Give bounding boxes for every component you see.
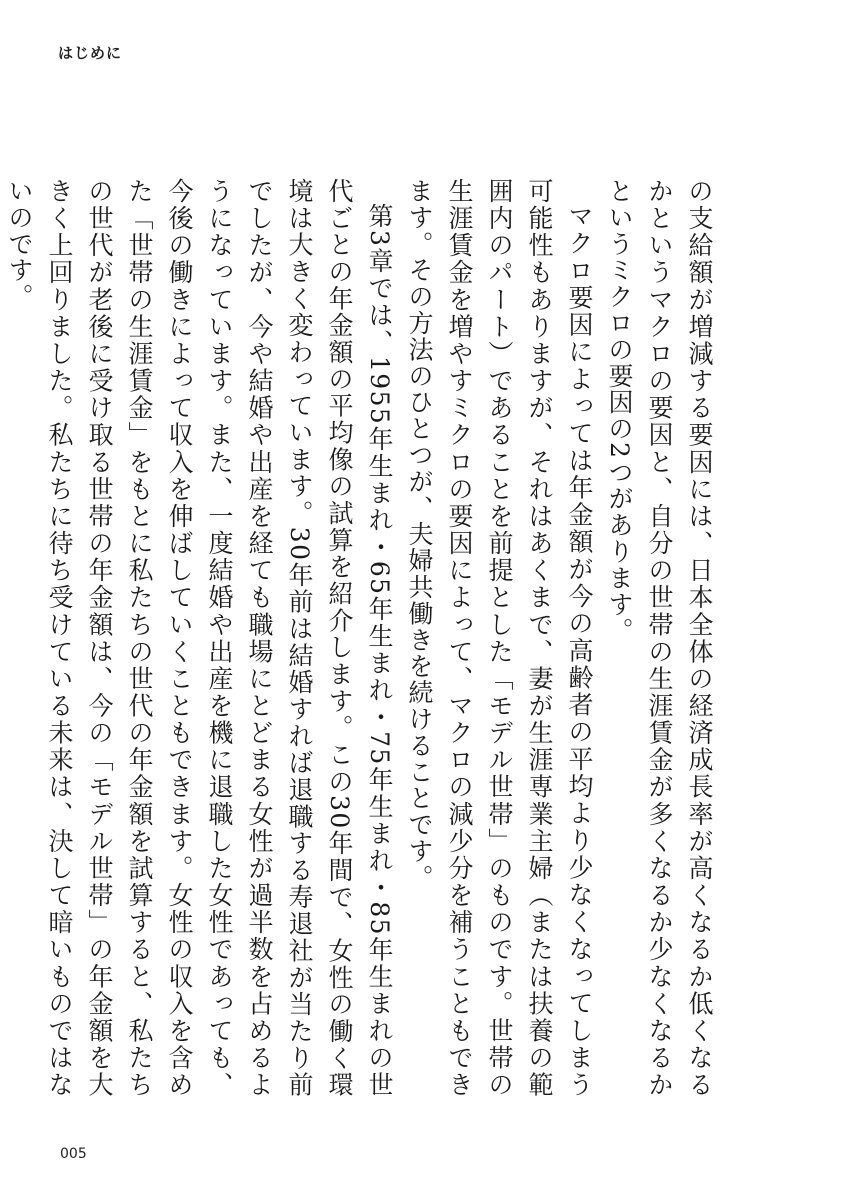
paragraph-3: 第3章では、1955年生まれ・65年生まれ・75年生まれ・85年生まれの世代ごとの年金額の平均像の試算を紹介します。この30年間で、女性の働く環境は大きく変わっています。30年前は結婚すれば退職する寿退社が当たり前でしたが、今や結婚や出産を経ても職場にとどまる女性が過半数を占めるようになっています。また、一度結婚や出産を機に退職した女性であっても、今後の働きによって収入を伸ばしていくこともできます。女性の収入を含めた「世帯の生涯賃金」をもとに私たちの世代の年金額を試算すると、私たちの世代が老後に受け取る世帯の年金額は、今の「モデル世帯」の年金額を大きく上回りました。私たちに待ち受けている未来は、決して暗いものではないのです。 <box>5 178 394 1098</box>
paragraph-2: マクロ要因によっては年金額が今の高齢者の平均より少なくなってしまう可能性もありますが、それはあくまで、妻が生涯専業主婦（または扶養の範囲内のパート）であることを前提とした「モデル世帯」のものです。世帯の生涯賃金を増やすミクロの要因によって、マクロの減少分を補うこともできます。その方法のひとつが、夫婦共働きを続けることです。 <box>405 178 594 1098</box>
page-number: 005 <box>60 1146 87 1162</box>
paragraph-1: の支給額が増減する要因には、日本全体の経済成長率が高くなるか低くなるかというマクロの要因と、自分の世帯の生涯賃金が多くなるか少なくなるかというミクロの要因の2つがあります。 <box>605 178 714 1098</box>
running-title: はじめに <box>58 44 123 62</box>
body-text <box>0 178 719 1098</box>
